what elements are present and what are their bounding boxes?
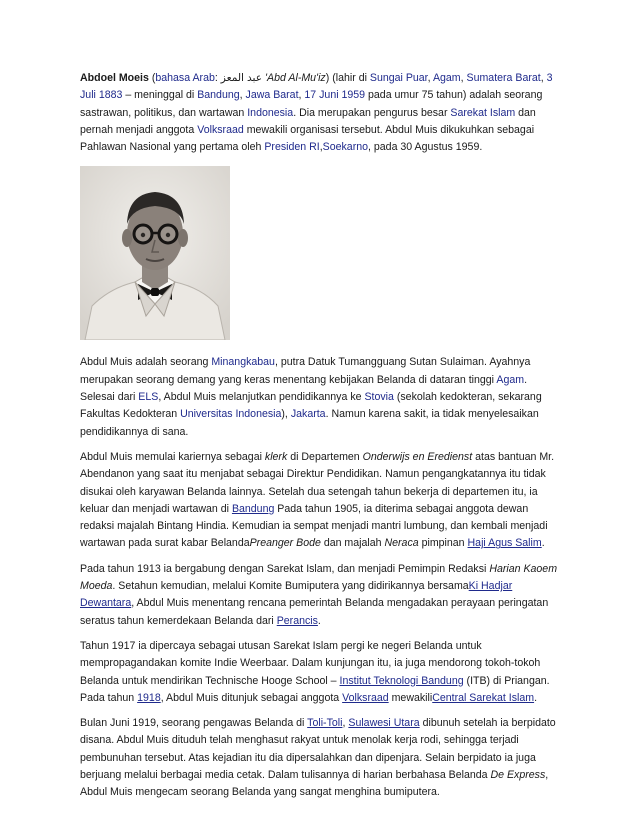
- link-sulawesi-utara[interactable]: Sulawesi Utara: [348, 717, 420, 730]
- link-jakarta[interactable]: Jakarta: [290, 408, 326, 421]
- link-agam-2[interactable]: Agam: [496, 373, 525, 386]
- link-els[interactable]: ELS: [138, 391, 159, 404]
- link-central-sarekat-islam[interactable]: Central Sarekat Islam: [432, 691, 535, 704]
- link-sumatera-barat[interactable]: Sumatera Barat: [466, 72, 541, 84]
- link-toli-toli[interactable]: Toli-Toli: [307, 717, 343, 730]
- subject-name: Abdoel Moeis: [80, 72, 149, 84]
- link-agam[interactable]: Agam: [432, 72, 461, 84]
- link-presiden-ri[interactable]: Presiden RI: [264, 141, 320, 154]
- link-universitas-indonesia[interactable]: Universitas Indonesia: [180, 408, 282, 421]
- transliteration: 'Abd Al-Mu'iz: [262, 72, 326, 84]
- paragraph-1917: Tahun 1917 ia dipercaya sebagai utusan Sarekat Islam pergi ke negeri Belanda untuk mempropagandakan komite Indie Weerbaar. Dalam kunjungan itu, ia juga mendorong tokoh-tokoh Belanda untuk mendirikan Technische Hooge School – Institut Teknologi Bandung (ITB) di Priangan. Pada tahun 1918, Abdul Muis ditunjuk sebagai anggota Volksraad mewakiliCentral Sarekat Islam.: [80, 639, 550, 704]
- link-soekarno[interactable]: Soekarno: [322, 141, 369, 154]
- link-haji-agus-salim[interactable]: Haji Agus Salim: [467, 537, 542, 550]
- link-perancis[interactable]: Perancis: [276, 614, 318, 627]
- link-jawa-barat[interactable]: Jawa Barat: [245, 89, 299, 102]
- intro-paragraph: Abdoel Moeis (bahasa Arab: عبد المعز 'Abd Al-Mu'iz) (lahir di Sungai Puar, Agam, Sumatera Barat, 3 Juli 1883 – meninggal di Bandung, Jawa Barat, 17 Juni 1959 pada umur 75 tahun) adalah seorang sastrawan, politikus, dan wartawan Indonesia. Dia merupakan pengurus besar Sarekat Islam dan pernah menjadi anggota Volksraad mewakili organisasi tersebut. Abdul Muis dikukuhkan sebagai Pahlawan Nasional yang pertama oleh Presiden RI,Soekarno, pada 30 Agustus 1959.: [80, 72, 553, 154]
- link-sungai-puar[interactable]: Sungai Puar: [369, 72, 428, 84]
- link-indonesia[interactable]: Indonesia: [247, 106, 294, 119]
- link-itb[interactable]: Institut Teknologi Bandung: [339, 674, 464, 687]
- paragraph-career: Abdul Muis memulai kariernya sebagai klerk di Departemen Onderwijs en Eredienst atas bantuan Mr. Abendanon yang saat itu menjabat sebagai Direktur Pendidikan. Namun pengangkatannya itu tidak disukai oleh karyawan Belanda lainnya. Setelah dua setengah tahun bekerja di departemen itu, ia keluar dan menjadi wartawan di Bandung Pada tahun 1905, ia diterima sebagai anggota dewan redaksi majalah Bintang Hindia. Kemudian ia sempat menjadi mantri lumbung, dan kembali menjadi wartawan pada surat kabar BelandaPreanger Bode dan majalah Neraca pimpinan Haji Agus Salim.: [80, 450, 555, 550]
- link-bandung[interactable]: Bandung: [197, 89, 240, 102]
- link-sarekat-islam[interactable]: Sarekat Islam: [450, 106, 516, 119]
- paragraph-1913: Pada tahun 1913 ia bergabung dengan Sarekat Islam, dan menjadi Pemimpin Redaksi Harian Kaoem Moeda. Setahun kemudian, melalui Komite Bumiputera yang didirikannya bersamaKi Hadjar Dewantara, Abdul Muis menentang rencana pemerintah Belanda mengadakan perayaan peringatan seratus tahun kemerdekaan Belanda dari Perancis.: [80, 562, 558, 627]
- link-volksraad-2[interactable]: Volksraad: [342, 691, 389, 704]
- article-body: [80, 70, 558, 810]
- link-deathdate[interactable]: 17 Juni 1959: [304, 89, 366, 102]
- portrait-image: [80, 166, 230, 340]
- link-volksraad[interactable]: Volksraad: [197, 123, 244, 136]
- link-minangkabau[interactable]: Minangkabau: [211, 356, 275, 369]
- portrait-photo: [80, 166, 230, 340]
- link-bandung-2[interactable]: Bandung: [231, 502, 275, 515]
- link-stovia[interactable]: Stovia: [364, 391, 394, 404]
- arabic-name: عبد المعز: [220, 72, 263, 84]
- paragraph-background: Abdul Muis adalah seorang Minangkabau, putra Datuk Tumangguang Sutan Sulaiman. Ayahnya merupakan seorang demang yang keras menentang kebijakan Belanda di dataran tinggi Agam. Selesai dari ELS, Abdul Muis melanjutkan pendidikannya ke Stovia (sekolah kedokteran, sekarang Fakultas Kedokteran Universitas Indonesia), Jakarta. Namun karena sakit, ia tidak menyelesaikan pendidikannya di sana.: [80, 356, 542, 438]
- link-ki-hadjar-dewantara[interactable]: Ki Hadjar Dewantara: [80, 580, 513, 610]
- link-bahasa-arab[interactable]: bahasa Arab: [155, 72, 215, 84]
- paragraph-1919: Bulan Juni 1919, seorang pengawas Belanda di Toli-Toli, Sulawesi Utara dibunuh setelah ia berpidato disana. Abdul Muis dituduh telah menghasut rakyat untuk menolak kerja rodi, sehingga terjadi pembunuhan tersebut. Atas kejadian itu dia dipersalahkan dan dipenjara. Selain berpidato ia juga berjuang melalui berbagai media cetak. Dalam tulisannya di harian berbahasa Belanda De Express, Abdul Muis mengecam seorang Belanda yang sangat menghina bumiputera.: [80, 717, 556, 799]
- link-birthdate[interactable]: 3 Juli 1883: [80, 72, 553, 102]
- link-1918[interactable]: 1918: [137, 691, 161, 704]
